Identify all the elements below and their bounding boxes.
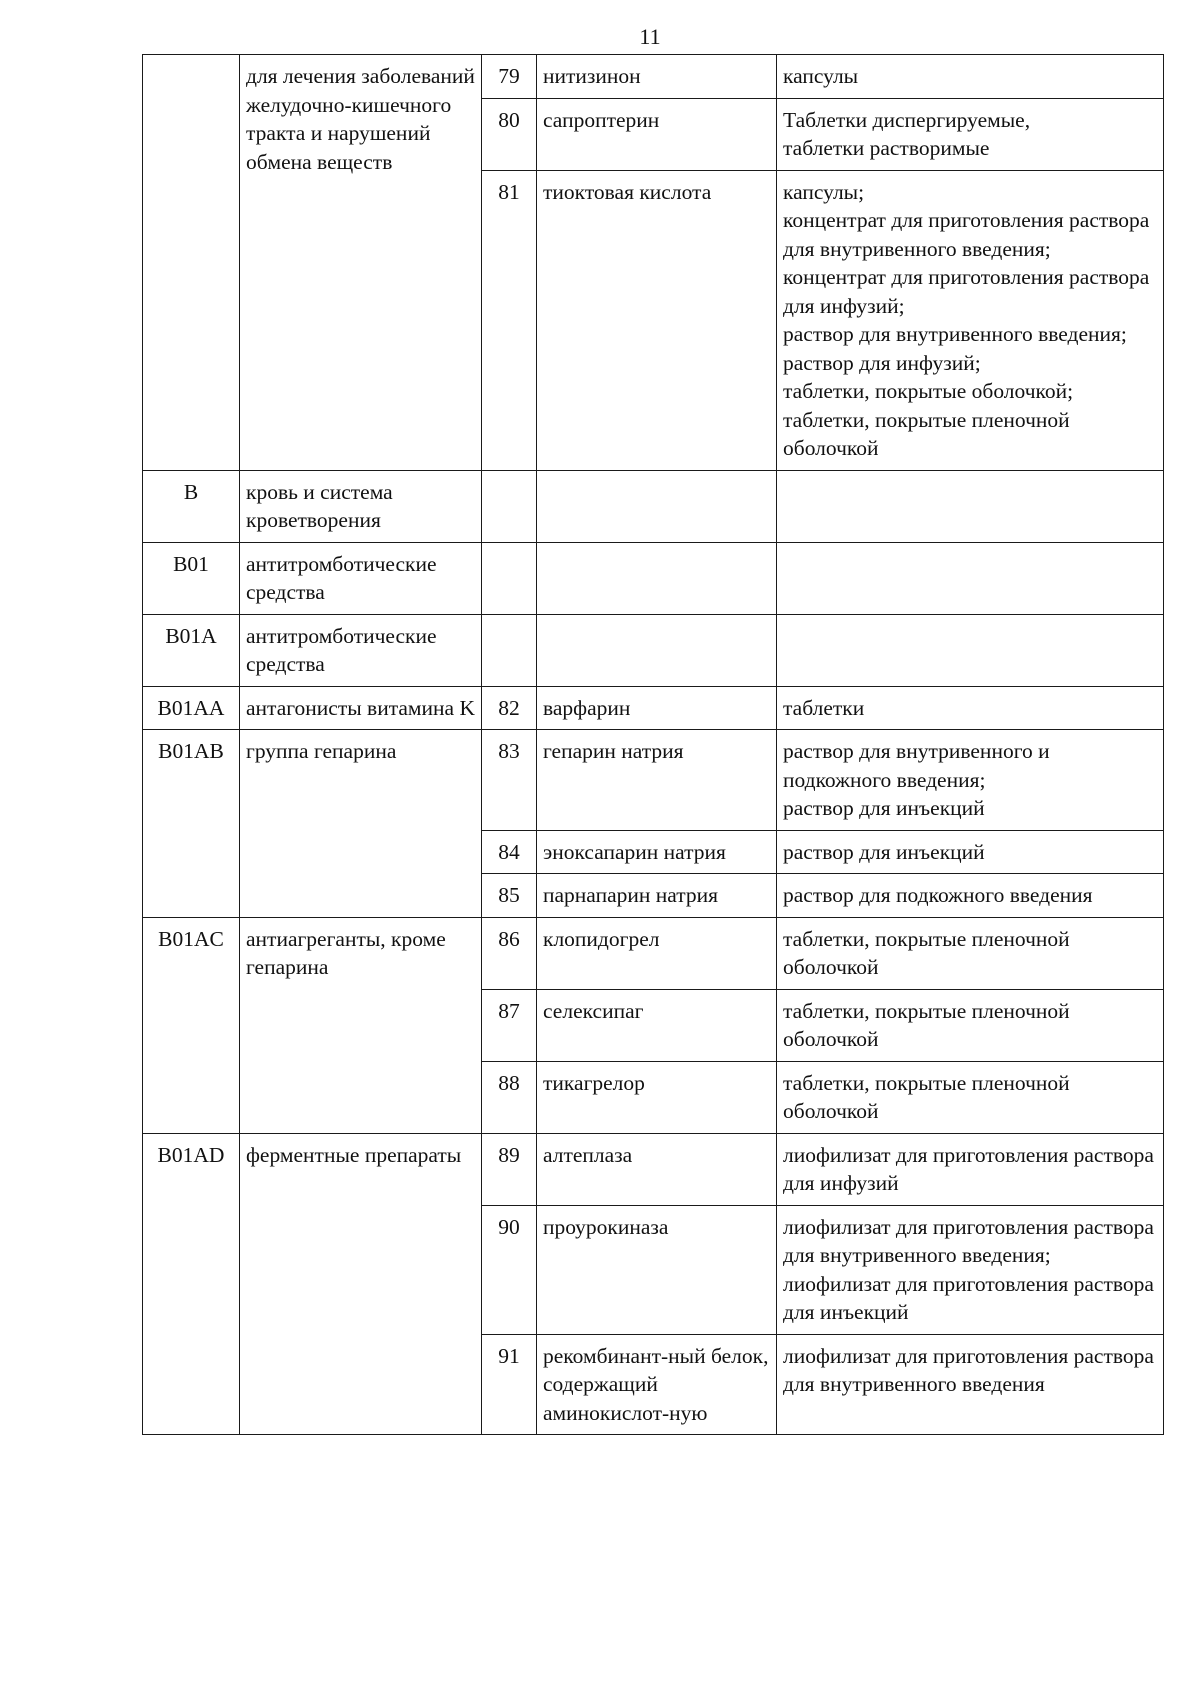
dosage-form-cell [777,470,1164,542]
drug-number-cell: 89 [482,1133,537,1205]
drug-name-cell: нитизинон [537,55,777,99]
drug-name-cell: парнапарин натрия [537,874,777,918]
dosage-form-line: лиофилизат для приготовления раствора для инфузий [783,1142,1154,1195]
atc-group-cell: ферментные препараты [240,1133,482,1435]
drug-name-cell: гепарин натрия [537,730,777,831]
dosage-form-line: лиофилизат для приготовления раствора для внутривенного введения [783,1343,1154,1396]
dosage-form-line: раствор для инъекций [783,839,985,864]
atc-code-cell: B01AB [143,730,240,918]
atc-code-cell: B01A [143,614,240,686]
dosage-form-cell [777,686,1164,730]
dosage-form-line: капсулы [783,64,859,88]
dosage-form-cell [777,1133,1164,1205]
dosage-form-cell [777,989,1164,1061]
drug-name-cell [537,542,777,614]
drug-name-cell: проурокиназа [537,1205,777,1334]
drug-name-cell: клопидогрел [537,917,777,989]
drug-number-cell [482,614,537,686]
atc-code-cell: B01AC [143,917,240,1133]
dosage-form-line: Таблетки диспергируемые, [783,107,1031,132]
drug-number-cell: 80 [482,98,537,170]
table-row [143,614,1164,686]
drug-name-cell [537,470,777,542]
dosage-form-cell [777,917,1164,989]
dosage-form-line: таблетки, покрытые пленочной оболочкой [783,407,1070,460]
drug-number-cell: 88 [482,1061,537,1133]
atc-group-cell: антагонисты витамина K [240,686,482,730]
table-row [143,730,1164,831]
atc-group-cell: антитромботические средства [240,542,482,614]
dosage-form-line: таблетки растворимые [783,136,990,160]
drug-number-cell: 84 [482,830,537,874]
dosage-form-cell [777,830,1164,874]
atc-code-cell: B01 [143,542,240,614]
dosage-form-cell [777,55,1164,99]
drug-number-cell: 81 [482,170,537,470]
dosage-form-cell [777,1205,1164,1334]
dosage-form-cell [777,98,1164,170]
dosage-form-cell [777,170,1164,470]
drug-name-cell: сапроптерин [537,98,777,170]
atc-group-cell: для лечения заболеваний желудочно-кишечного тракта и нарушений обмена веществ [240,55,482,471]
table-row [143,542,1164,614]
dosage-form-cell [777,614,1164,686]
dosage-form-line: лиофилизат для приготовления раствора для инъекций [783,1271,1154,1324]
dosage-form-line: таблетки, покрытые пленочной оболочкой [783,926,1070,979]
dosage-form-cell [777,874,1164,918]
drug-number-cell: 79 [482,55,537,99]
drug-number-cell: 86 [482,917,537,989]
dosage-form-cell [777,1061,1164,1133]
drug-name-cell [537,614,777,686]
table-row [143,1133,1164,1205]
atc-group-cell: кровь и система кроветворения [240,470,482,542]
drug-number-cell: 85 [482,874,537,918]
drug-name-cell: рекомбинант-ный белок, содержащий аминокислот-ную [537,1334,777,1435]
drug-number-cell: 87 [482,989,537,1061]
drug-number-cell [482,542,537,614]
drug-name-cell: селексипаг [537,989,777,1061]
dosage-form-line: раствор для подкожного введения [783,883,1093,907]
table-row [143,917,1164,989]
drug-number-cell: 90 [482,1205,537,1334]
drug-name-cell: тиоктовая кислота [537,170,777,470]
dosage-form-line: раствор для инфузий; [783,350,981,375]
drug-name-cell: тикагрелор [537,1061,777,1133]
drug-list-table [142,54,1164,1435]
page-number: 11 [639,24,661,49]
dosage-form-cell [777,730,1164,831]
drug-name-cell: варфарин [537,686,777,730]
atc-code-cell: B01AA [143,686,240,730]
drug-number-cell: 82 [482,686,537,730]
dosage-form-line: концентрат для приготовления раствора для внутривенного введения; [783,208,1150,261]
drug-number-cell [482,470,537,542]
atc-code-cell: B [143,470,240,542]
dosage-form-line: таблетки [783,695,865,720]
dosage-form-line: капсулы; [783,179,865,204]
atc-group-cell: группа гепарина [240,730,482,918]
table-row [143,686,1164,730]
dosage-form-line: таблетки, покрытые оболочкой; [783,379,1074,403]
table-row [143,55,1164,99]
dosage-form-line: лиофилизат для приготовления раствора для внутривенного введения; [783,1214,1154,1267]
atc-group-cell: антиагреганты, кроме гепарина [240,917,482,1133]
dosage-form-line: концентрат для приготовления раствора для инфузий; [783,265,1150,318]
drug-name-cell: алтеплаза [537,1133,777,1205]
dosage-form-line: таблетки, покрытые пленочной оболочкой [783,1070,1070,1123]
drug-number-cell: 91 [482,1334,537,1435]
dosage-form-line: раствор для внутривенного и подкожного введения; [783,739,1050,792]
atc-code-cell: B01AD [143,1133,240,1435]
dosage-form-line: раствор для инъекций [783,796,985,820]
atc-group-cell: антитромботические средства [240,614,482,686]
dosage-form-line: таблетки, покрытые пленочной оболочкой [783,998,1070,1051]
dosage-form-cell [777,542,1164,614]
drug-name-cell: эноксапарин натрия [537,830,777,874]
table-row [143,470,1164,542]
dosage-form-cell [777,1334,1164,1435]
drug-number-cell: 83 [482,730,537,831]
atc-code-cell [143,55,240,471]
dosage-form-line: раствор для внутривенного введения; [783,322,1127,346]
table-body [143,55,1164,1435]
